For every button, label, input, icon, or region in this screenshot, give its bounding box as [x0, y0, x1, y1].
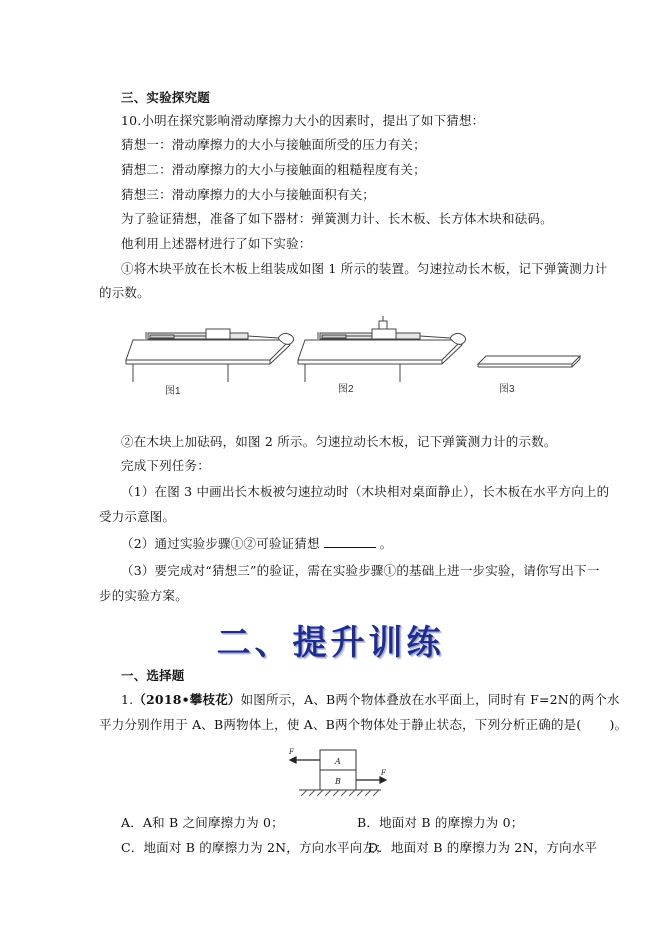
step-2: ②在木块上加砝码，如图 2 所示。匀速拉动长木板，记下弹簧测力计的示数。 [121, 434, 557, 449]
option-b[interactable]: B．地面对 B 的摩擦力为 0； [357, 815, 524, 830]
section-heading-choice: 一、选择题 [121, 668, 185, 683]
section-heading-experiment: 三、实验探究题 [121, 90, 210, 105]
option-c[interactable]: C．地面对 B 的摩擦力为 2N，方向水平向左； [121, 840, 388, 855]
option-a[interactable]: A．A和 B 之间摩擦力为 0； [121, 815, 284, 830]
experiment-intro: 他利用上述器材进行了如下实验： [121, 236, 312, 251]
task-1-line-1: （1）在图 3 中画出长木板被匀速拉动时（木块相对桌面静止），长木板在水平方向上的 [121, 484, 610, 499]
tasks-intro: 完成下列任务： [121, 458, 210, 473]
materials-text: 为了验证猜想，准备了如下器材：弹簧测力计、长木板、长方体木块和砝码。 [121, 211, 553, 226]
guess-2: 猜想二：滑动摩擦力的大小与接触面的粗糙程度有关； [121, 162, 426, 177]
task-3-line-2: 步的实验方案。 [99, 588, 188, 603]
figure-1-drawing [126, 329, 294, 382]
block-b-label: B [335, 777, 341, 786]
question-1-text-end: )。 [609, 717, 628, 732]
force-label-left: F [289, 748, 294, 756]
task-3-line-1: （3）要完成对“猜想三”的验证，需在实验步骤①的基础上进一步实验，请你写出下一 [121, 563, 600, 578]
task-2-suffix: 。 [379, 536, 393, 551]
figure-2-drawing [298, 316, 466, 382]
question-1-text-2: 平力分别作用于 A、B两物体上，使 A、B两个物体处于静止状态，下列分析正确的是( [99, 717, 582, 732]
figure-2-caption: 图2 [338, 384, 354, 395]
task-2-prefix: （2）通过实验步骤①②可验证猜想 [121, 536, 320, 551]
figure-3-caption: 图3 [499, 384, 515, 395]
task-1-line-2: 受力示意图。 [99, 509, 176, 524]
question-1-line-1 [121, 692, 620, 708]
figure-1-caption: 图1 [165, 386, 181, 397]
block-a-label: A [335, 757, 341, 766]
question-1-source: （2018•攀枝花） [133, 692, 241, 707]
guess-3: 猜想三：滑动摩擦力的大小与接触面积有关； [121, 187, 376, 202]
option-d[interactable]: D．地面对 B 的摩擦力为 2N，方向水平 [368, 840, 598, 855]
task-2 [121, 536, 392, 552]
guess-1: 猜想一：滑动摩擦力的大小与接触面所受的压力有关； [121, 137, 426, 152]
blocks-figure [285, 744, 395, 800]
question-1-text: 如图所示，A、B两个物体叠放在水平面上，同时有 F=2N的两个水 [240, 692, 620, 707]
figure-3-drawing [478, 356, 580, 367]
question-1-number: 1. [121, 692, 134, 707]
step-1-line-2: 的示数。 [99, 285, 150, 300]
answer-blank[interactable] [324, 536, 376, 548]
question-10-intro: 10.小明在探究影响滑动摩擦力大小的因素时，提出了如下猜想： [121, 113, 485, 128]
force-label-right: F [381, 769, 386, 777]
question-1-line-2 [99, 717, 627, 733]
experiment-figures [118, 312, 588, 384]
improvement-training-banner: 二、提升训练 [216, 623, 445, 663]
step-1-line-1: ①将木块平放在长木板上组装成如图 1 所示的装置。匀速拉动长木板，记下弹簧测力计 [121, 261, 608, 276]
